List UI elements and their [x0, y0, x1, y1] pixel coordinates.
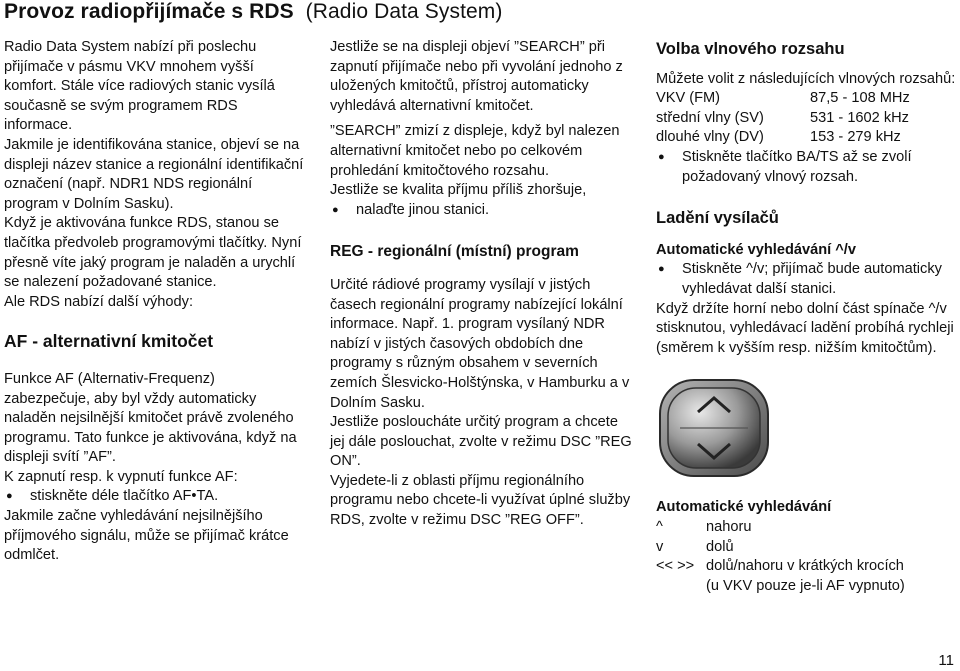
- column-3: [656, 38, 956, 596]
- af-toggle-instruction: K zapnutí resp. k vypnutí funkce AF:: [4, 468, 238, 485]
- title-main: Provoz radiopřijímače s RDS: [4, 0, 294, 23]
- band-heading: Volba vlnového rozsahu: [656, 40, 845, 58]
- af-search-note: Jakmile začne vyhledávání nejsilnějšího příjmového signálu, může se přijímač krátce odmlčet.: [4, 508, 289, 564]
- af-heading: AF - alternativní kmitočet: [4, 331, 214, 352]
- retune-bullet: ● nalaďte jinou stanici.: [330, 201, 632, 221]
- reg-off-paragraph: Vyjedete-li z oblasti příjmu regionálního programu nebo chcete-li využívat úplné služby RDS, zvolte v režimu DSC ”REG OFF”.: [330, 472, 631, 529]
- page-number: 11: [938, 652, 954, 669]
- column-1: [4, 38, 304, 566]
- paragraph-advantages: Ale RDS nabízí další výhody:: [4, 293, 193, 310]
- quality-paragraph: Jestliže se kvalita příjmu příliš zhoršuje,: [330, 182, 587, 199]
- auto-search-subheading: Automatické vyhledávání ^/v: [656, 241, 856, 258]
- legend-note: (u VKV pouze je-li AF vypnuto): [706, 577, 905, 594]
- af-bullet: ● stiskněte déle tlačítko AF•TA.: [4, 487, 304, 507]
- column-2: [330, 38, 632, 531]
- reg-heading: REG - regionální (místní) program: [330, 243, 579, 261]
- legend-row: v dolů: [656, 538, 734, 555]
- fast-search-paragraph: Když držíte horní nebo dolní část spínače ^/v stisknutou, vyhledávací ladění probíhá rychleji (směrem k vyšším resp. nižším kmitočtům).: [656, 300, 954, 356]
- band-row: VKV (FM) 87,5 - 108 MHz: [656, 90, 910, 107]
- band-list: [656, 89, 956, 148]
- reg-on-paragraph: Jestliže posloucháte určitý program a chcete jej dále poslouchat, zvolte v režimu DSC ”REG ON”.: [330, 414, 632, 470]
- af-paragraph: Funkce AF (Alternativ-Frequenz) zabezpečuje, aby byl vždy automaticky naladěn nejsilnější kmitočet právě zvoleného programu. Tato funkce je aktivována, když na displeji svítí ”AF”.: [4, 370, 297, 466]
- legend-subheading: Automatické vyhledávání: [656, 499, 832, 516]
- paragraph-preset-buttons: Když je aktivována funkce RDS, stanou se tlačítka předvoleb programovými tlačítky. Nyní přesně víte jaký program je naladěn a urychlí se nalezení požadované stanice.: [4, 215, 302, 291]
- band-bullet: ● Stiskněte tlačítko BA/TS až se zvolí požadovaný vlnový rozsah.: [656, 148, 956, 187]
- band-row: dlouhé vlny (DV) 153 - 279 kHz: [656, 129, 901, 146]
- page-title: [4, 0, 502, 24]
- title-subtitle: (Radio Data System): [305, 0, 503, 23]
- search-paragraph: Jestliže se na displeji objeví ”SEARCH” při zapnutí přijímače nebo při vyvolání jednoho z uložených kmitočtů, přístroj automaticky vyhledává alternativní kmitočet.: [330, 39, 623, 114]
- band-intro: Můžete volit z následujících vlnových rozsahů:: [656, 70, 956, 87]
- search-disappear-paragraph: ”SEARCH” zmizí z displeje, když byl nalezen alternativní kmitočet nebo po celkovém prohledání kmitočtového rozsahu.: [330, 123, 620, 179]
- intro-paragraph: Radio Data System nabízí při poslechu přijímače v pásmu VKV mnohem vyšší komfort. Stále více radiových stanic vysílá současně se svým programem RDS informace.: [4, 39, 275, 134]
- tuning-rocker-image: [658, 378, 770, 478]
- auto-search-bullet: ● Stiskněte ^/v; přijímač bude automaticky vyhledávat další stanici.: [656, 260, 956, 299]
- band-row: střední vlny (SV) 531 - 1602 kHz: [656, 109, 909, 126]
- legend-row: << >> dolů/nahoru v krátkých krocích: [656, 558, 904, 575]
- paragraph-station-id: Jakmile je identifikována stanice, objeví se na displeji název stanice a regionální identifikační označení (např. NDR1 NDS regionální program v Dolním Sasku).: [4, 136, 304, 212]
- legend-row: ^ nahoru: [656, 518, 752, 535]
- tuning-heading: Ladění vysílačů: [656, 209, 779, 228]
- reg-paragraph: Určité rádiové programy vysílají v jistých časech regionální programy nabízející lokální informace. Např. 1. program vysílaný NDR nabízí v jistých časových obdobích dne programy s různým obsahem v severních zemích Šlesvicko-Holštýnska, v Hamburku a v Dolním Sasku.: [330, 276, 630, 411]
- button-legend: [656, 518, 956, 596]
